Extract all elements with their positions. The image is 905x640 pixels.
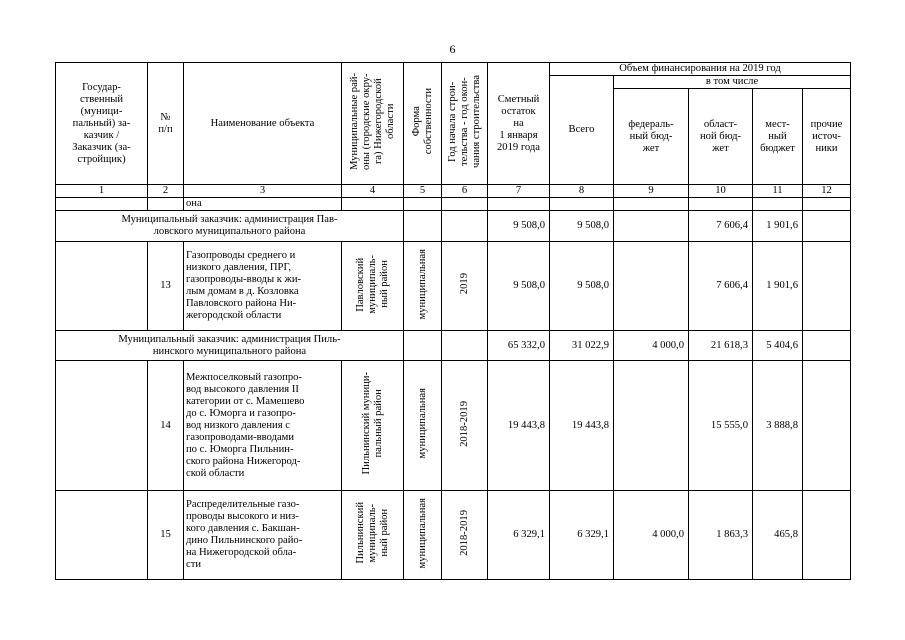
column-number: 1 [56,185,148,198]
object-name: Межпоселковый газопро- вод высокого давления II категории от с. Мамешево до с. Юморга и газопро- вод низкого давления с газопроводами-вводами по с. Юморга Пильнин- ского района Нижегород- ской области [184,361,342,491]
local-budget: 5 404,6 [753,331,803,361]
federal-budget [614,361,689,491]
page-number: 6 [449,42,456,56]
object-row [56,242,851,331]
other-sources [803,491,851,580]
object-number: 15 [148,491,184,580]
column-number: 4 [342,185,404,198]
customer-row [56,211,851,242]
object-district: Пильнинский муниципаль- ный район [342,491,404,580]
header-years: Год начала строи- тельства - год окон- чания строительства [442,63,488,185]
object-years: 2018-2019 [442,491,488,580]
object-ownership: муниципальная [404,242,442,331]
object-row [56,491,851,580]
column-number: 7 [488,185,550,198]
header-federal-budget: федераль- ный бюд- жет [614,89,689,185]
object-years: 2019 [442,242,488,331]
column-number: 10 [689,185,753,198]
column-number: 12 [803,185,851,198]
local-budget: 1 901,6 [753,211,803,242]
header-financing: Объем финансирования на 2019 год [550,63,851,76]
estimated-balance: 9 508,0 [488,242,550,331]
header-total: Всего [550,76,614,185]
customer-row [56,331,851,361]
local-budget: 3 888,8 [753,361,803,491]
other-sources [803,361,851,491]
financing-table [55,62,851,580]
column-number: 6 [442,185,488,198]
total: 9 508,0 [550,242,614,331]
column-number: 9 [614,185,689,198]
customer-name: Муниципальный заказчик: администрация Пав- ловского муниципального района [56,211,404,242]
object-ownership: муниципальная [404,361,442,491]
object-number: 13 [148,242,184,331]
total: 31 022,9 [550,331,614,361]
object-name: Газопроводы среднего и низкого давления, ПРГ, газопроводы-вводы к жи- лым домам в д. Козловка Павловского района Ни- жегородской области [184,242,342,331]
header-estimated-balance: Сметный остаток на 1 января 2019 года [488,63,550,185]
header-object-name: Наименование объекта [184,63,342,185]
total: 6 329,1 [550,491,614,580]
total: 19 443,8 [550,361,614,491]
object-row [56,361,851,491]
object-district: Павловский муниципаль- ный район [342,242,404,331]
estimated-balance: 6 329,1 [488,491,550,580]
continuation-text: она [184,198,342,211]
total: 9 508,0 [550,211,614,242]
header-number: № п/п [148,63,184,185]
object-ownership: муниципальная [404,491,442,580]
estimated-balance: 19 443,8 [488,361,550,491]
header-including: в том числе [614,76,851,89]
federal-budget: 4 000,0 [614,331,689,361]
federal-budget [614,242,689,331]
column-number: 5 [404,185,442,198]
regional-budget: 7 606,4 [689,211,753,242]
estimated-balance: 65 332,0 [488,331,550,361]
header-customer: Государ- ственный (муници- пальный) за- казчик / Заказчик (за- стройщик) [56,63,148,185]
column-number: 11 [753,185,803,198]
other-sources [803,331,851,361]
regional-budget: 15 555,0 [689,361,753,491]
other-sources [803,242,851,331]
header-ownership: Форма собственности [404,63,442,185]
column-number: 2 [148,185,184,198]
regional-budget: 1 863,3 [689,491,753,580]
federal-budget: 4 000,0 [614,491,689,580]
header-regional-budget: област- ной бюд- жет [689,89,753,185]
header-district: Муниципальные рай- оны (городские окру- га) Нижегородской области [342,63,404,185]
header-local-budget: мест- ный бюджет [753,89,803,185]
federal-budget [614,211,689,242]
local-budget: 465,8 [753,491,803,580]
local-budget: 1 901,6 [753,242,803,331]
object-number: 14 [148,361,184,491]
customer-name: Муниципальный заказчик: администрация Пиль- нинского муниципального района [56,331,404,361]
column-number: 8 [550,185,614,198]
regional-budget: 7 606,4 [689,242,753,331]
header-other-sources: прочие источ- ники [803,89,851,185]
other-sources [803,211,851,242]
object-name: Распределительные газо- проводы высокого и низ- кого давления с. Бакшан- дино Пильнинского райо- на Нижегородской обла- сти [184,491,342,580]
regional-budget: 21 618,3 [689,331,753,361]
estimated-balance: 9 508,0 [488,211,550,242]
object-district: Пильнинский муници- пальный район [342,361,404,491]
object-years: 2018-2019 [442,361,488,491]
column-number: 3 [184,185,342,198]
